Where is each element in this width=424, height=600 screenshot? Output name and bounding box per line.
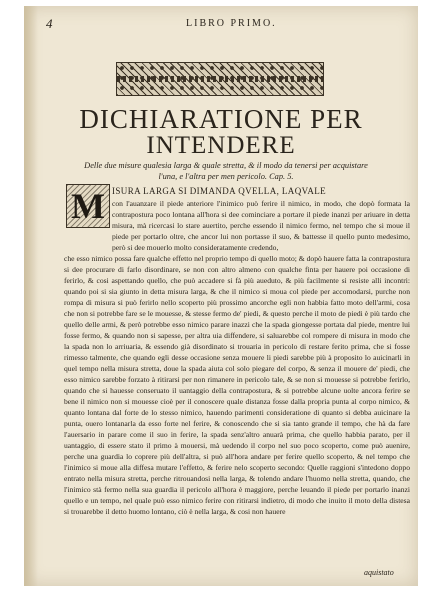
decorative-headpiece bbox=[116, 62, 324, 96]
page-header bbox=[46, 16, 406, 32]
chapter-subtitle: Delle due misure qualesia larga & quale stretta, & il modo da tenersi per acquistare l'una, e l'altra per men pericolo. Cap. 5. bbox=[84, 161, 368, 181]
body-text bbox=[64, 198, 410, 517]
book-page bbox=[24, 6, 418, 586]
page-gutter-shadow bbox=[24, 6, 38, 586]
catchword: aquistato bbox=[364, 568, 394, 577]
running-head: LIBRO PRIMO. bbox=[186, 18, 277, 29]
opening-line: ISURA LARGA SI DIMANDA QVELLA, LAQVALE bbox=[112, 186, 327, 196]
headpiece-band bbox=[117, 76, 323, 82]
page-number: 4 bbox=[46, 16, 53, 31]
chapter-title-line2: INTENDERE bbox=[146, 132, 296, 159]
chapter-title-line1: DICHIARATIONE PER bbox=[79, 104, 363, 134]
drop-cap-initial: M bbox=[66, 184, 110, 228]
body-paragraph: che esso nimico possa fare qualche effetto nel proprio tempo di quello moto; & dopò hauere fatta la contrapostura si dee procurare di farlo disordinare, se non con altro almeno con qualche finta per hauere poi occasione di ferirlo, & cosi aspettando quello, che può accadere si fà più aueduto, & più facilmente si resiste alli incontri: quando poi si sia giunto in detta misura larga, & che il nimico si moua col piede per accomodarsi, purche non rompa di misura si può ferirlo nello scoperto più prossimo ancorche egli non habbia fatto moto dell'armi, cosa che non si potrebbe fare se le mouesse, & stesse fermo de' piedi, & questo perche il moto de piedi è più tardo che quello delle armi, & però potrebbe esso nimico parare inazzi che la spada giongesse portata dal piede, mentre lui fosse fermo, & quando non si sapesse, per altra uia diffendere, si saluarebbe col rompere di misura in modo che la spada non lo arriuaria, & essendo già disordinato si trouaria in pericolo di restare ferito prima, che si fosse rimesso talmente, che quando egli desse occasione senza mouere li piedi sarebbe più à proposito lo auicinarli in quel tempo nella misura stretta, doue la spada aiuta col solo piegare del corpo, & senza il mouere de' piedi, che esso nimico sarebbe forzato à ritirarsi per non rimanere in pericolo tale, & se non si mouesse si potrebbe ferirlo, quando che si hauesse conseruato il uantaggio della contrapostura, & si potrebbe alcune uolte ancora ferire se bene il nimico non si mouesse cioè per il conoscere quale distanza fosse dalla propria punta al corpo nimico, & quanto lontana dal forte de lo stesso nimico, hauendo parimenti consideratione di quanto si debba auicinare la punta, ouero lontanarla da esso forte nel ferire, & conoscendo che si sia tanto grande il tempo, che hà da fare l'auersario in parare come il suo in ferire, la spada senz'altro anuarà prima, che quello habbia parato, per il uantaggio, di essere stato il primo à mouersi, mà uedendo il corpo nel suo poco scoperto, come può auenire, perche una guardia lo coprere più dell'altra, si può all'hora andare per ferire quello scoperto, & nel tempo che l'inimico si moue alla diffesa mutare l'effetto, & ferire nelo scoperto secondo: Quelle raggioni s'intedono doppo entrato nella misura stretta, perche ritrouandosi nella larga, & tolendo andare l'huomo nella stretta, quando, che l'inimico stà fermo nella sua guardia il pericolo all'hora è maggiore, perche leuando il piede per portarlo inanzi quello e un tempo, nel quale può esso nimico ferire con ritirarsi indietro, di modo che inuito il moto della distesa si trouarebbe il detto huomo lontano, ciò è nella larga, & cosi non hauere bbox=[64, 254, 410, 516]
body-indented-paragraph: con l'auanzare il piede anteriore l'inimico può ferire il nimico, in modo, che dopò formata la contrapostura poco lontana all'hora si dee cominciare a portare il piede inanzi per ariuare in detta misura, mà ricercasi lo stare auertito, perche essendo il nimico fermo, nel tempo che si moue il piede per portarlo oltre, che ancor lui non portasse il suo, & battesse il quello punto medesimo, però si dee mouerlo molto consideratamente credendo, bbox=[112, 199, 410, 252]
